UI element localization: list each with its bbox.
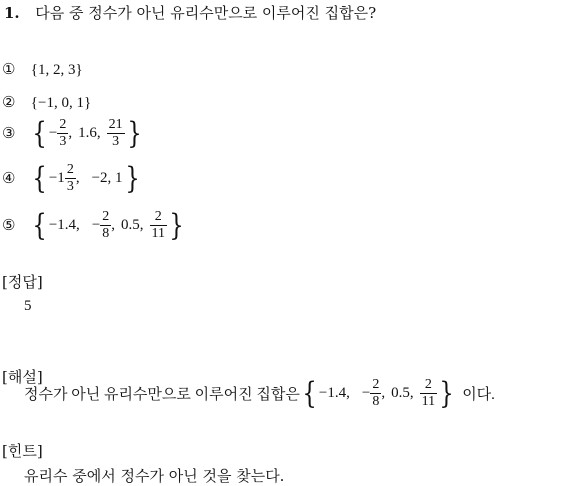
option-4: ④ { −1 $\frac{2}{3}$ , −2, 1} [2,160,140,196]
option-4-mark: ④ [2,171,16,187]
option-1-set: {1, 2, 3} [30,62,83,78]
hint-text: 유리수 중에서 정수가 아닌 것을 찾는다. [24,467,285,485]
minus-sign: − [91,217,101,233]
value-neg-1-4: −1.4, [48,217,80,233]
fraction-2-8: $\frac{2}{8}$ [372,377,380,409]
explanation-body: 정수가 아닌 유리수만으로 이루어진 집합은{ −1.4, − $\frac{2}{8}$ , 0.5, $\frac{2}{11}$ } 이다. [24,375,495,411]
fraction-2-11: $\frac{2}{11}$ [421,377,436,409]
option-2-set: {−1, 0, 1} [30,95,92,111]
rest-values: −2, 1 [91,170,123,186]
brace-close: } [439,375,454,411]
fraction-21-3: $\frac{21}{3}$ [108,117,123,149]
question-number: 1. [4,4,20,22]
option-2 [2,93,91,112]
value-neg-1-4: −1.4, [318,385,350,401]
option-3-mark: ③ [2,126,16,142]
answer-label: [정답] [2,273,43,291]
option-3: ③ { − $\frac{2}{3}$ , 1.6, $\frac{21}{3}$ } [2,115,142,151]
brace-open: { [32,207,47,243]
option-1-mark: ① [2,60,16,78]
brace-open: { [32,160,47,196]
question-text: 다음 중 정수가 아닌 유리수만으로 이루어진 집합은? [35,4,377,22]
hint-label: [힌트] [2,442,43,460]
question [4,2,376,23]
mixed-whole: −1 [48,170,65,186]
brace-open: { [32,115,47,151]
value-0-5: 0.5, [391,385,414,401]
fraction-2-8: $\frac{2}{8}$ [102,209,110,241]
explanation-suffix: 이다. [462,387,495,403]
fraction-2-3: $\frac{2}{3}$ [66,162,74,194]
minus-sign: − [48,125,58,141]
explanation-label: [해설] [2,368,43,386]
minus-sign: − [361,385,371,401]
answer-value: 5 [24,298,32,314]
value-1-6: 1.6, [78,125,101,141]
brace-close: } [126,115,142,151]
fraction-2-11: $\frac{2}{11}$ [151,209,166,241]
explanation-prefix: 정수가 아닌 유리수만으로 이루어진 집합은 [24,387,300,403]
option-1 [2,60,83,79]
brace-close: } [169,207,184,243]
brace-open: { [302,375,317,411]
fraction-2-3: $\frac{2}{3}$ [59,117,67,149]
option-5-mark: ⑤ [2,218,16,234]
option-2-mark: ② [2,93,16,111]
option-5: ⑤ { −1.4, − $\frac{2}{8}$ , 0.5, $\frac{2}{11}$ } [2,207,184,243]
value-0-5: 0.5, [121,217,144,233]
brace-close: } [124,160,140,196]
